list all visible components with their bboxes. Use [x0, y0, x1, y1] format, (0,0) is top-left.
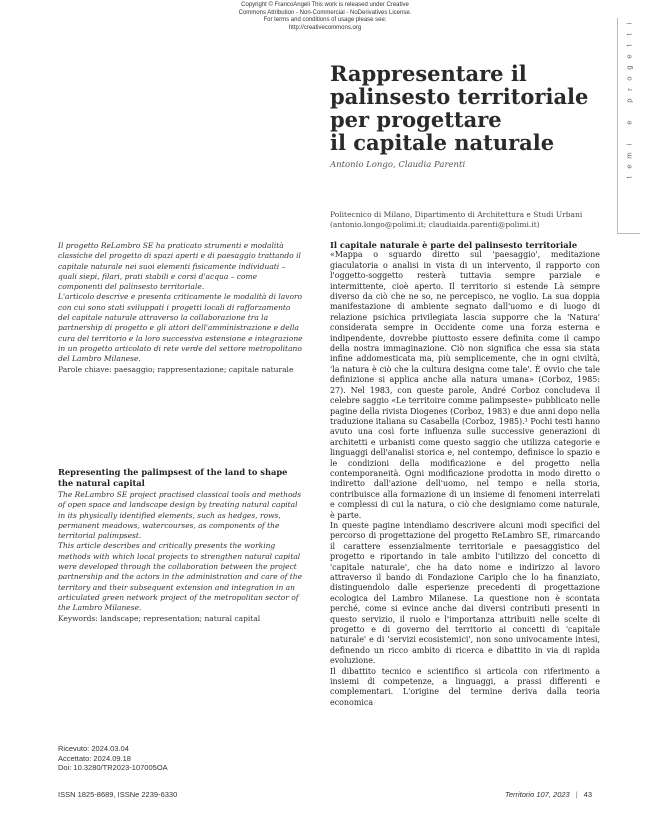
rail-letter: t	[624, 33, 634, 36]
rail-letter: t	[624, 176, 634, 179]
rail-letter: i	[624, 22, 634, 25]
doi[interactable]: Doi: 10.3280/TR2023-107005OA	[58, 763, 168, 772]
journal-issue: Territorio 107, 2023	[504, 790, 570, 799]
copyright-line: For terms and conditions of usage please see:	[263, 17, 387, 23]
copyright-line: Commons Attribution - Non-Commercial - NoDerivatives License.	[238, 9, 412, 16]
rail-letter: o	[624, 76, 634, 81]
rail-letter	[624, 132, 635, 134]
rail-letter: m	[624, 152, 634, 159]
rail-letter: g	[624, 65, 634, 70]
accepted-date: Accettato: 2024.09.18	[58, 753, 131, 763]
abstract-paragraph: Il progetto ReLambro SE ha praticato strumenti e modalità classiche del progetto di spazi aperti e di paesaggio trattando il capitale naturale nei suoi elementi fisicamente individuati – quali siepi, filari, prati stabili e corsi d'acqua – come componenti del palinsesto territoriale.	[58, 241, 301, 292]
title-line: palinsesto territoriale	[330, 84, 589, 109]
issn-footer: ISSN 1825-8689, ISSNe 2239-6330	[58, 790, 178, 799]
authors: Antonio Longo, Claudia Parenti	[330, 160, 466, 170]
affiliation	[330, 210, 590, 230]
body-paragraph: Il dibattito tecnico e scientifico si articola con riferimento a insiemi di competenze, a linguaggi, a prassi differenti e complementari. L'origine del termine deriva dalla teoria economica	[330, 666, 600, 707]
abstract-italian	[58, 241, 303, 375]
section-rail	[617, 18, 640, 234]
body-paragraph: «Mappa o sguardo diretto sul 'paesaggio', meditazione giaculatoria o analisi in vista di un intervento, il rapporto con l'oggetto-soggetto resterà tuttavia sempre parziale e intermittente, cioè aperto. Il territorio si estende Là sempre diverso da ciò che ne so, ne percepisco, ne voglio. La sua doppia manifestazione di ambiente segnato dall'uomo e di luogo di relazione psichica privilegiata lascia supporre che la 'Natura' considerata sempre in Occidente come una forza esterna e indipendente, dovrebbe piuttosto essere definita come il campo della nostra immaginazione. Ciò non significa che essa sia stata infine addomesticata ma, più semplicemente, che in ogni civiltà, 'la natura è ciò che la cultura designa come tale'. È ovvio che tale definizione si applica anche alla natura umana» (Corboz, 1985: 27). Nel 1983, con queste parole, André Corboz concludeva il celebre saggio «Le territoire comme palimpseste» pubblicato nelle pagine della rivista Diogenes (Corboz, 1983) e due anni dopo nella traduzione italiana su Casabella (Corboz, 1985).¹ Pochi testi hanno avuto una così forte influenza sulle successive generazioni di architetti e urbanisti come questo saggio che utilizza categorie e linguaggi dell'analisi storica e, nel contempo, definisce lo spazio e le condizioni della modificazione e del progetto nella contemporaneità. Ogni modificazione prodotta in modo diretto o indiretto dall'azione dell'uomo, nel tempo e nella storia, contribuisce alla formazione di un insieme di fenomeni interrelati e complessi di cui la natura, o ciò che designiamo come naturale, è parte.	[330, 250, 600, 520]
copyright-notice	[150, 2, 500, 32]
rail-letter: t	[624, 44, 634, 47]
abstract-paragraph: This article describes and critically presents the working methods with which local projects to strengthen natural capital were developed through the collaboration between the project partnership and the actors in the administration and care of the territory and their subsequent extension and integration in an articulated green network project of the metropolitan sector of the Lambro Milanese.	[58, 541, 303, 613]
article-dates	[58, 744, 258, 773]
received-date: Ricevuto: 2024.03.04	[58, 744, 129, 753]
section-heading: Il capitale naturale è parte del palinsesto territoriale	[330, 240, 578, 250]
title-line: per progettare	[330, 107, 502, 132]
copyright-line: Copyright © FrancoAngeli This work is released under Creative	[241, 2, 409, 8]
rail-letter: i	[624, 143, 634, 146]
main-text-column	[330, 240, 600, 708]
rail-letter: e	[624, 54, 634, 59]
article-title	[330, 62, 610, 154]
section-rail-label	[622, 18, 636, 183]
page-footer	[505, 790, 592, 799]
abstract-english	[58, 490, 303, 624]
affiliation-emails[interactable]: (antonio.longo@polimi.it; claudiaida.parenti@polimi.it)	[330, 220, 540, 229]
rail-letter: e	[624, 120, 634, 125]
rail-letter: p	[624, 98, 634, 103]
keywords-italian: Parole chiave: paesaggio; rappresentazione; capitale naturale	[58, 364, 294, 374]
rail-letter	[624, 110, 635, 112]
keywords-english: Keywords: landscape; representation; natural capital	[58, 613, 261, 623]
copyright-link[interactable]: http://creativecommons.org	[288, 24, 362, 31]
rail-letter: r	[624, 88, 634, 91]
body-paragraph: In queste pagine intendiamo descrivere alcuni modi specifici del percorso di progettazione del progetto ReLambro SE, rimarcando il carattere essenzialmente territoriale e paesaggistico del progetto e riportando in tale ambito l'utilizzo del concetto di 'capitale naturale', che ha dato nome e indirizzo al lavoro attraverso il bando di Fondazione Cariplo che lo ha finanziato, distinguendolo dalle esperienze precedenti di progettazione ecologica del Lambro Milanese. La questione non è scontata perché, come si evince anche dai diversi contributi presenti in questo servizio, il ruolo e l'importanza attribuiti nelle scelte di progetto e di governo del territorio ai concetti di 'capitale naturale' e di 'servizi ecosistemici', non sono univocamente intesi, definendo un ricco ambito di ricerca e dibattito in via di rapida evoluzione.	[330, 520, 600, 666]
abstract-english-title: Representing the palimpsest of the land to shape the natural capital	[58, 467, 288, 488]
affiliation-institution: Politecnico di Milano, Dipartimento di Architettura e Studi Urbani	[330, 210, 583, 219]
rail-letter: e	[624, 164, 634, 169]
title-line: Rappresentare il	[330, 61, 527, 86]
page-number: 43	[583, 790, 592, 799]
footer-separator: |	[575, 790, 578, 799]
abstract-paragraph: The ReLambro SE project practised classical tools and methods of open space and landscape design by treating natural capital in its physically identified elements, such as hedges, rows, permanent meadows, watercourses, as components of the territorial palimpsest.	[58, 490, 302, 541]
abstract-paragraph: L'articolo descrive e presenta criticamente le modalità di lavoro con cui sono stati sviluppati i progetti locali di rafforzamento del capitale naturale attraverso la collaborazione tra la partnership di progetto e gli attori dell'amministrazione e della cura del territorio e la loro successiva estensione e integrazione in un progetto articolato di rete verde del settore metropolitano del Lambro Milanese.	[58, 292, 303, 364]
title-line: il capitale naturale	[330, 130, 555, 155]
